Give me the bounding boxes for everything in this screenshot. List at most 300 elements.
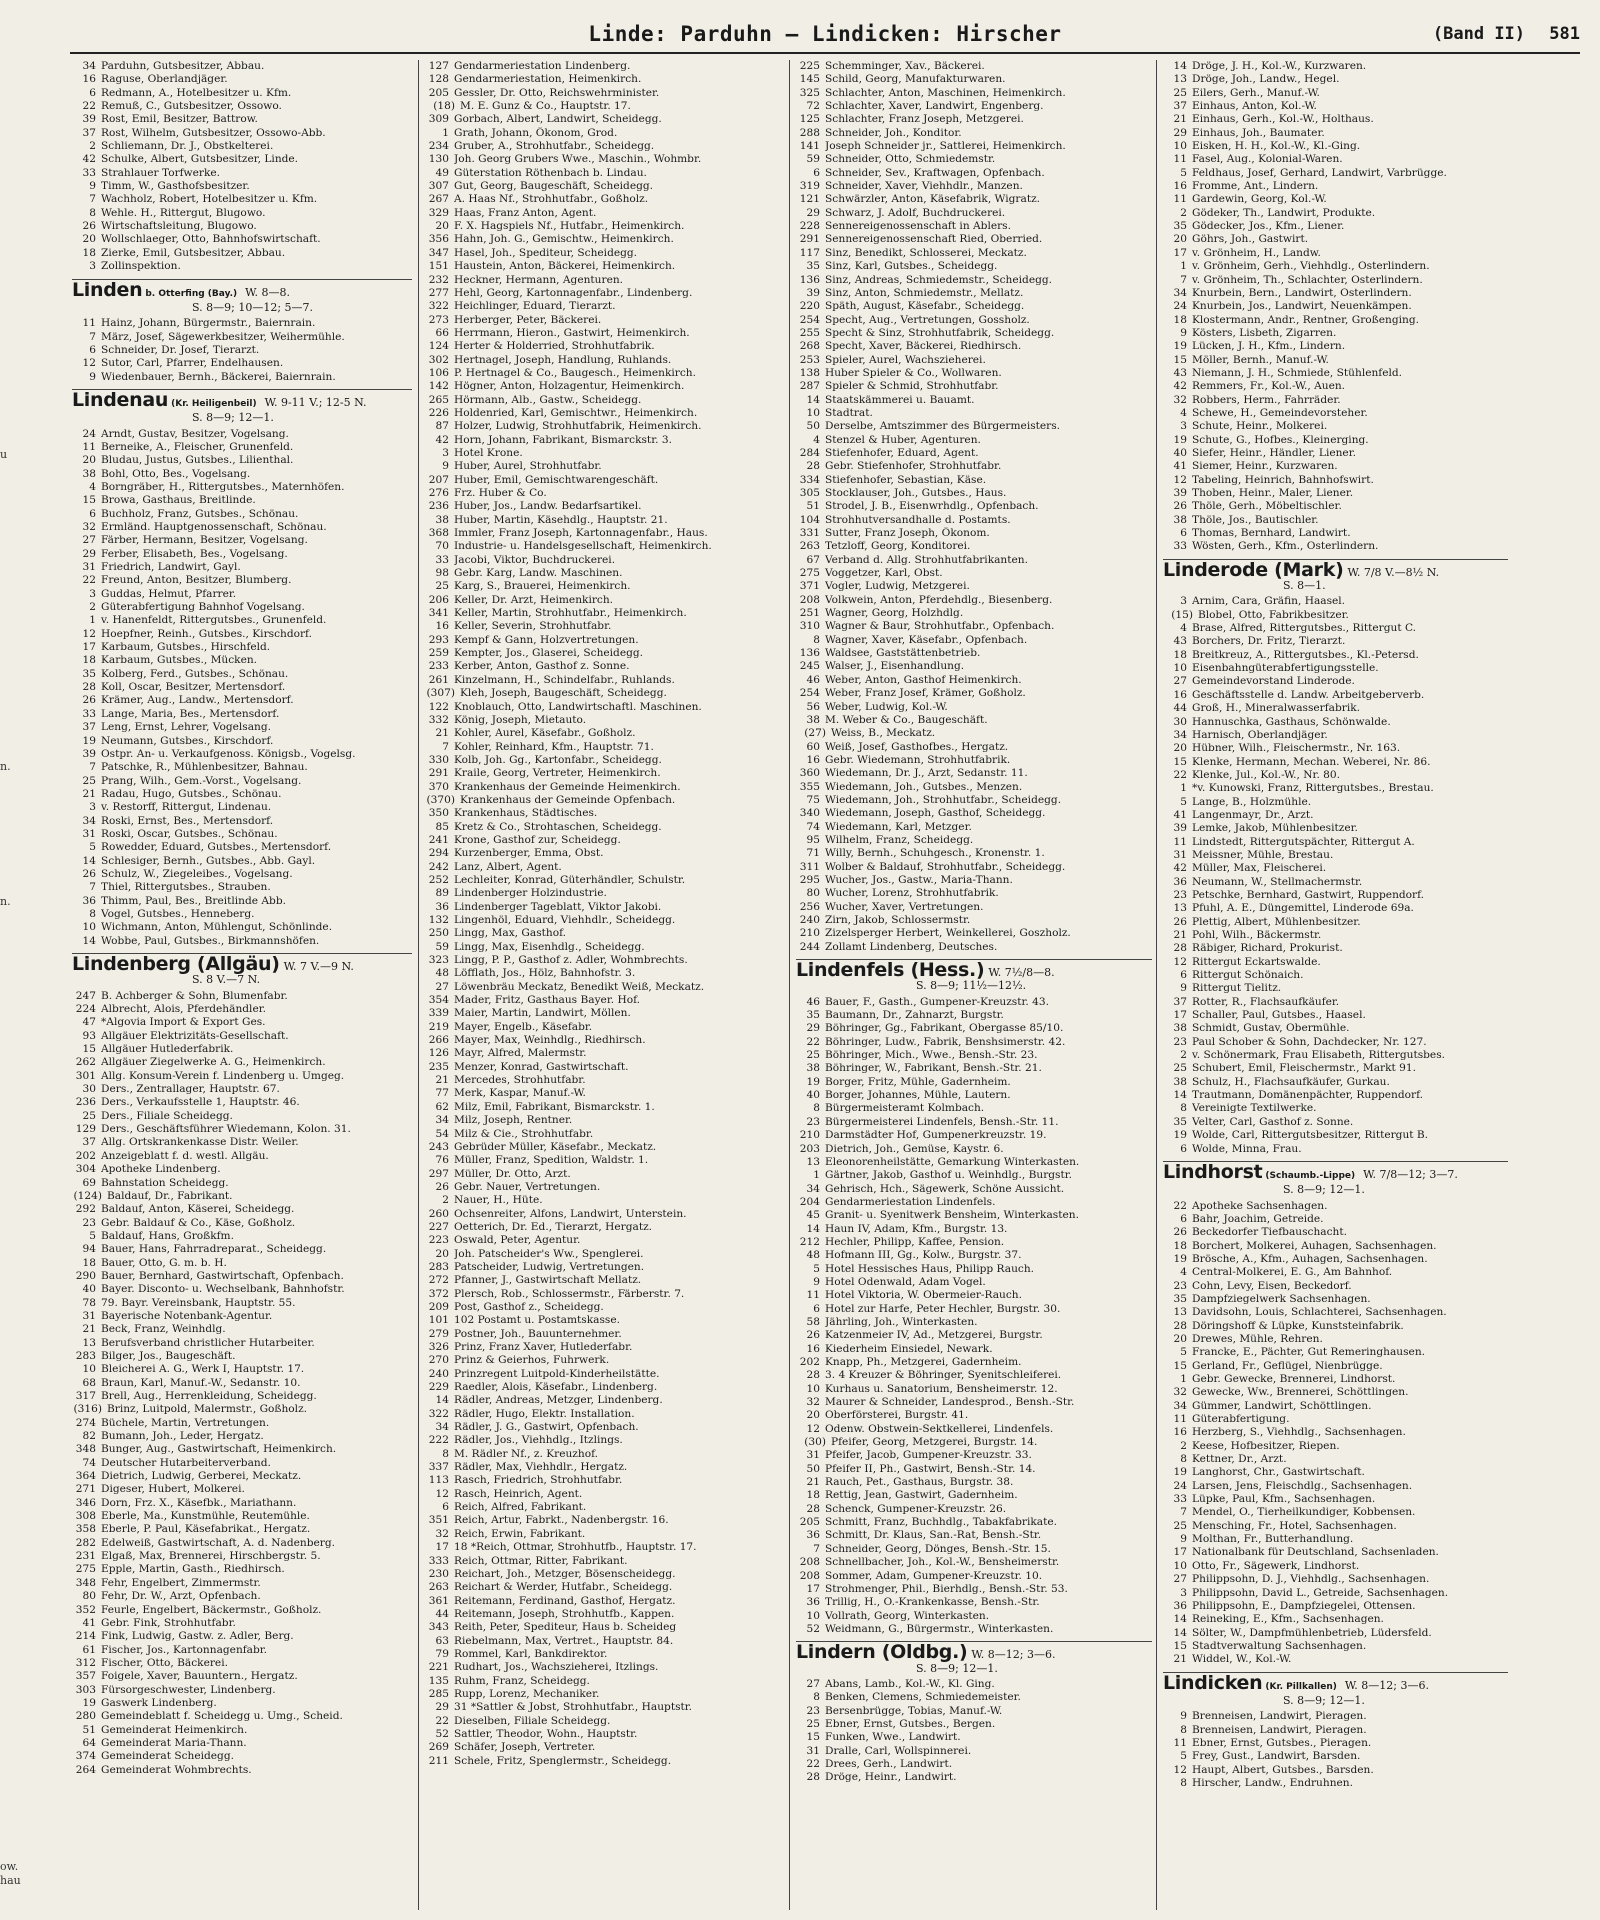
subscriber-name: Frey, Gust., Landwirt, Barsden. (1192, 1750, 1361, 1763)
phone-number: 18 (82, 1256, 96, 1269)
subscriber-name: Francke, E., Pächter, Gut Remeringhausen. (1192, 1346, 1426, 1359)
phone-number: 323 (428, 954, 449, 967)
phone-number: 326 (428, 1341, 449, 1353)
subscriber-name: Baumann, Dr., Zahnarzt, Burgstr. (825, 1009, 1004, 1022)
subscriber-name: Gümmer, Landwirt, Schöttlingen. (1192, 1399, 1372, 1412)
phone-number: 6 (89, 343, 96, 356)
subscriber-name: Hahn, Joh. G., Gemischtw., Heimenkirch. (454, 233, 674, 246)
subscriber-entry (796, 87, 1152, 100)
phone-number: 6 (1180, 1212, 1187, 1225)
phone-number: 224 (75, 1003, 96, 1016)
subscriber-entry (425, 420, 783, 433)
subscriber-name: Wagner & Baur, Strohhutfabr., Opfenbach. (825, 620, 1055, 633)
phone-number: 212 (799, 1235, 820, 1248)
phone-number: 98 (435, 567, 449, 580)
subscriber-name: Thomas, Bernhard, Landwirt. (1192, 527, 1351, 540)
subscriber-name: Digeser, Hubert, Molkerei. (101, 1483, 245, 1496)
phone-number: 236 (428, 500, 449, 513)
phone-number: 25 (82, 774, 96, 787)
subscriber-name: Schneider, Otto, Schmiedemstr. (825, 153, 996, 166)
subscriber-entry (1163, 1022, 1508, 1035)
phone-number: 151 (428, 260, 449, 273)
subscriber-entry (72, 73, 412, 86)
phone-number: 310 (799, 620, 820, 633)
subscriber-entry (425, 634, 783, 647)
subscriber-entry (425, 247, 783, 260)
subscriber-name: Gerland, Fr., Geflügel, Nienbrügge. (1192, 1359, 1383, 1372)
phone-number: 21 (82, 1323, 96, 1336)
subscriber-entry (72, 1657, 412, 1670)
subscriber-entry (425, 941, 783, 954)
phone-number: 341 (428, 607, 449, 620)
subscriber-entry (425, 1034, 783, 1047)
phone-number: 29 (806, 206, 820, 219)
subscriber-name: Wiedemann, Karl, Metzger. (825, 820, 972, 833)
phone-number: 348 (75, 1443, 96, 1456)
phone-number: 352 (75, 1603, 96, 1616)
subscriber-entry (425, 540, 783, 553)
subscriber-name: Krone, Gasthof zur, Scheidegg. (454, 833, 621, 846)
subscriber-entry (425, 300, 783, 313)
phone-number: 317 (75, 1390, 96, 1402)
phone-number: 26 (1173, 1226, 1187, 1239)
subscriber-name: Central-Molkerei, E. G., Am Bahnhof. (1192, 1266, 1393, 1279)
subscriber-entry (72, 855, 412, 868)
phone-number: 308 (75, 1510, 96, 1523)
subscriber-entry (72, 828, 412, 841)
subscriber-entry (1163, 274, 1508, 287)
subscriber-entry (72, 561, 412, 574)
subscriber-name: Wiedenbauer, Bernh., Bäckerei, Baiernrain. (101, 370, 336, 383)
phone-number: 28 (806, 1771, 820, 1784)
subscriber-entry (796, 620, 1152, 633)
phone-number: 14 (82, 854, 96, 867)
subscriber-name: Hofmann III, Gg., Kolw., Burgstr. 37. (825, 1249, 1022, 1262)
subscriber-name: Gebr. Wiedemann, Strohhutfabrik. (825, 753, 1011, 766)
phone-number: 241 (428, 833, 449, 846)
subscriber-name: Rudhart, Jos., Wachszieherei, Itzlings. (454, 1661, 659, 1674)
subscriber-name: v. Restorff, Rittergut, Lindenau. (101, 801, 272, 814)
subscriber-entry (796, 127, 1152, 140)
subscriber-entry (796, 1449, 1152, 1462)
subscriber-name: Herberger, Peter, Bäckerei. (454, 313, 602, 326)
subscriber-entry (72, 1283, 412, 1296)
subscriber-entry (425, 1701, 783, 1714)
phone-number: 28 (1173, 1319, 1187, 1332)
phone-number: 32 (1173, 1386, 1187, 1399)
subscriber-entry (1163, 756, 1508, 769)
subscriber-entry (1163, 1280, 1508, 1293)
phone-number: 223 (428, 1234, 449, 1247)
subscriber-name: Kempter, Jos., Glaserei, Scheidegg. (454, 647, 644, 660)
subscriber-name: Sutor, Carl, Pfarrer, Endelhausen. (101, 357, 284, 370)
phone-number: 9 (442, 460, 449, 473)
phone-number: 44 (1173, 702, 1187, 715)
subscriber-entry (796, 567, 1152, 580)
subscriber-name: Stiefenhofer, Eduard, Agent. (825, 446, 979, 459)
subscriber-name: Sinz, Andreas, Schmiedemstr., Scheidegg. (825, 273, 1053, 286)
phone-number: 33 (1173, 540, 1187, 553)
phone-number: 52 (435, 1727, 449, 1740)
subscriber-name: Wolber & Baldauf, Strohhutfabr., Scheidegg. (825, 860, 1066, 873)
phone-number: 301 (75, 1069, 96, 1082)
phone-number: 31 (806, 1744, 820, 1757)
phone-number: 21 (82, 787, 96, 800)
subscriber-entry (425, 660, 783, 673)
subscriber-name: Lingg, Max, Eisenhdlg., Scheidegg. (454, 940, 645, 953)
phone-number: 35 (1173, 220, 1187, 233)
phone-number: 11 (1173, 153, 1187, 166)
phone-number: 18 (82, 246, 96, 259)
subscriber-entry (72, 468, 412, 481)
column-divider (418, 60, 419, 1910)
subscriber-entry (425, 1101, 783, 1114)
phone-number: 9 (89, 180, 96, 193)
subscriber-name: Böhringer, W., Fabrikant, Bensh.-Str. 21. (825, 1062, 1042, 1075)
subscriber-name: Wösten, Gerh., Kfm., Osterlindern. (1192, 540, 1379, 553)
subscriber-entry (796, 354, 1152, 367)
phone-number: 16 (1173, 1426, 1187, 1439)
subscriber-name: Kurhaus u. Sanatorium, Bensheimerstr. 12. (825, 1382, 1058, 1395)
subscriber-entry (1163, 1373, 1508, 1386)
subscriber-entry (425, 1555, 783, 1568)
subscriber-name: Specht, Aug., Vertretungen, Gossholz. (825, 313, 1030, 326)
subscriber-entry (425, 1368, 783, 1381)
subscriber-name: Wiedemann, Dr. J., Arzt, Sedanstr. 11. (825, 767, 1028, 780)
subscriber-entry (1163, 500, 1508, 513)
subscriber-entry (1163, 1129, 1508, 1142)
subscriber-name: 18 *Reich, Ottmar, Strohhutfb., Hauptstr. 17. (454, 1541, 697, 1554)
phone-number: 33 (82, 166, 96, 179)
subscriber-name: Güterabfertigung. (1192, 1413, 1290, 1426)
subscriber-name: Lange, Maria, Bes., Mertensdorf. (101, 707, 280, 720)
phone-number: 21 (435, 1074, 449, 1087)
subscriber-entry (72, 428, 412, 441)
subscriber-name: Rädler, Andreas, Metzger, Lindenberg. (454, 1394, 663, 1407)
phone-number: 20 (82, 454, 96, 467)
subscriber-name: Maier, Martin, Landwirt, Möllen. (454, 1007, 631, 1020)
subscriber-entry (1163, 87, 1508, 100)
subscriber-entry (425, 1741, 783, 1754)
subscriber-entry (425, 714, 783, 727)
locality-heading (1163, 1160, 1508, 1183)
phone-number: 325 (799, 86, 820, 99)
subscriber-entry (72, 331, 412, 344)
phone-number: 22 (82, 100, 96, 113)
phone-number: 70 (435, 540, 449, 553)
subscriber-name: Huber, Jos., Landw. Bedarfsartikel. (454, 500, 642, 513)
subscriber-entry (796, 1076, 1152, 1089)
subscriber-entry (425, 1021, 783, 1034)
phone-number: 67 (806, 553, 820, 566)
subscriber-name: Strohhutversandhalle d. Postamts. (825, 513, 1011, 526)
phone-number: 23 (82, 1216, 96, 1229)
phone-number: 29 (1173, 126, 1187, 139)
phone-number: 18 (1173, 648, 1187, 661)
phone-number: 214 (75, 1630, 96, 1643)
subscriber-entry (72, 193, 412, 206)
subscriber-name: Philippsohn, David L., Getreide, Sachsenhagen. (1192, 1586, 1449, 1599)
phone-number: 230 (428, 1567, 449, 1580)
subscriber-name: Eisenbahngüterabfertigungsstelle. (1192, 662, 1379, 675)
subscriber-entry (425, 260, 783, 273)
subscriber-name: Browa, Gasthaus, Breitlinde. (101, 494, 256, 507)
subscriber-entry (425, 901, 783, 914)
phone-number: 39 (806, 286, 820, 299)
subscriber-name: Apotheke Sachsenhagen. (1192, 1199, 1328, 1212)
phone-number: 28 (806, 460, 820, 473)
phone-number: 11 (82, 440, 96, 453)
subscriber-name: v. Grönheim, H., Landw. (1192, 246, 1321, 259)
phone-number: 292 (75, 1203, 96, 1216)
subscriber-name: Zizelsperger Herbert, Weinkellerei, Goszholz. (825, 927, 1071, 940)
phone-number: 283 (75, 1349, 96, 1362)
subscriber-entry (796, 60, 1152, 73)
subscriber-name: Lechleiter, Konrad, Güterhändler, Schulstr. (454, 873, 686, 886)
phone-number: 23 (806, 1115, 820, 1128)
subscriber-entry (425, 1261, 783, 1274)
phone-number: 8 (1180, 1723, 1187, 1736)
phone-number: 87 (435, 420, 449, 433)
subscriber-name: Weiß, Josef, Gasthofbes., Hergatz. (825, 740, 1009, 753)
phone-number: 32 (1173, 393, 1187, 406)
subscriber-name: Rädler, J. G., Gastwirt, Opfenbach. (454, 1421, 639, 1434)
phone-number: 130 (428, 153, 449, 166)
subscriber-entry (425, 1381, 783, 1394)
phone-number: 256 (799, 900, 820, 913)
phone-number: 95 (806, 833, 820, 846)
phone-number: 15 (82, 494, 96, 507)
subscriber-name: Grath, Johann, Ökonom, Grod. (454, 126, 618, 139)
phone-number: 19 (1173, 1252, 1187, 1265)
subscriber-entry (796, 741, 1152, 754)
phone-number: 42 (1173, 380, 1187, 393)
subscriber-entry (1163, 1386, 1508, 1399)
subscriber-entry (1163, 514, 1508, 527)
subscriber-name: Krankenhaus der Gemeinde Opfenbach. (460, 793, 676, 806)
subscriber-name: Klenke, Hermann, Mechan. Weberei, Nr. 86. (1192, 755, 1431, 768)
subscriber-entry (425, 1061, 783, 1074)
subscriber-name: Schaller, Paul, Gutsbes., Haasel. (1192, 1009, 1366, 1022)
subscriber-name: Ebner, Ernst, Gutsbes., Bergen. (825, 1717, 996, 1730)
subscriber-name: Schlachter, Anton, Maschinen, Heimenkirch. (825, 86, 1066, 99)
phone-number: 19 (82, 734, 96, 747)
subscriber-name: Joh. Patscheider's Ww., Spenglerei. (454, 1247, 644, 1260)
subscriber-entry (425, 1448, 783, 1461)
subscriber-name: Reitemann, Ferdinand, Gasthof, Hergatz. (454, 1594, 676, 1607)
phone-number: 17 (1173, 1546, 1187, 1559)
subscriber-entry (425, 1087, 783, 1100)
subscriber-entry (1163, 1640, 1508, 1653)
subscriber-entry (72, 1590, 412, 1603)
subscriber-name: Kiederheim Einsiedel, Newark. (825, 1342, 993, 1355)
phone-number: 322 (428, 300, 449, 313)
subscriber-entry (425, 954, 783, 967)
phone-number: 226 (428, 406, 449, 419)
subscriber-name: 79. Bayr. Vereinsbank, Hauptstr. 55. (101, 1296, 296, 1309)
subscriber-name: Mercedes, Strohhutfabr. (454, 1074, 586, 1087)
subscriber-entry (425, 340, 783, 353)
subscriber-entry (796, 420, 1152, 433)
subscriber-entry (1163, 1400, 1508, 1413)
phone-number: 293 (428, 633, 449, 646)
phone-number: 1 (1180, 1373, 1187, 1385)
phone-number: 305 (799, 487, 820, 499)
phone-number: 205 (799, 1516, 820, 1529)
subscriber-name: Knapp, Ph., Metzgerei, Gadernheim. (825, 1356, 1022, 1368)
phone-number: 36 (1173, 875, 1187, 888)
phone-number: 254 (799, 313, 820, 326)
subscriber-name: Pfeifer, Jacob, Gumpener-Kreuzstr. 33. (825, 1449, 1032, 1462)
subscriber-name: Rost, Wilhelm, Gutsbesitzer, Ossowo-Abb. (101, 126, 326, 139)
subscriber-name: Zollamt Lindenberg, Deutsches. (825, 940, 998, 953)
subscriber-name: Gaswerk Lindenberg. (101, 1696, 217, 1709)
subscriber-entry (796, 1543, 1152, 1556)
subscriber-entry (72, 1523, 412, 1536)
subscriber-name: Davidsohn, Louis, Schlachterei, Sachsenhagen. (1192, 1306, 1447, 1319)
subscriber-name: Schneider, Sev., Kraftwagen, Opfenbach. (825, 166, 1045, 179)
subscriber-entry (1163, 420, 1508, 433)
subscriber-entry (425, 434, 783, 447)
subscriber-entry (425, 1301, 783, 1314)
subscriber-name: Milz & Cie., Strohhutfabr. (454, 1127, 594, 1140)
phone-number: 6 (1180, 1142, 1187, 1155)
phone-number: 277 (428, 286, 449, 299)
phone-number: 9 (1180, 1533, 1187, 1546)
subscriber-entry (1163, 982, 1508, 995)
subscriber-name: Rost, Emil, Besitzer, Battrow. (101, 113, 258, 126)
subscriber-name: Baldauf, Anton, Käserei, Scheidegg. (101, 1203, 295, 1216)
subscriber-entry (1163, 1587, 1508, 1600)
phone-number: 360 (799, 767, 820, 780)
phone-number: 23 (1173, 1035, 1187, 1048)
subscriber-name: Keller, Dr. Arzt, Heimenkirch. (454, 593, 614, 606)
subscriber-name: Gemeinderat Heimenkirch. (101, 1723, 248, 1736)
subscriber-name: Wiedemann, Joseph, Gasthof, Scheidegg. (825, 807, 1046, 820)
subscriber-name: Gemeindeblatt f. Scheidegg u. Umg., Scheid. (101, 1710, 343, 1723)
phone-number: 122 (428, 700, 449, 713)
subscriber-entry (796, 1489, 1152, 1502)
subscriber-name: Breitkreuz, A., Rittergutsbes., Kl.-Petersd. (1192, 648, 1419, 661)
phone-number: 39 (1173, 822, 1187, 835)
subscriber-entry (1163, 969, 1508, 982)
subscriber-entry (72, 1457, 412, 1470)
phone-number: 48 (806, 1249, 820, 1262)
phone-number: 35 (1173, 1292, 1187, 1305)
subscriber-name: Dorn, Frz. X., Käsefbk., Mariathann. (101, 1496, 297, 1509)
phone-number: 202 (799, 1356, 820, 1368)
subscriber-entry (72, 614, 412, 627)
phone-number: 16 (806, 1342, 820, 1355)
subscriber-entry (1163, 1200, 1508, 1213)
subscriber-entry (425, 1474, 783, 1487)
phone-number: 7 (813, 1542, 820, 1555)
office-hours-weekday: W. 8—8. (245, 285, 291, 299)
subscriber-name: Jährling, Joh., Winterkasten. (825, 1315, 978, 1328)
phone-number: 49 (435, 166, 449, 179)
subscriber-name: Rasch, Heinrich, Agent. (454, 1487, 583, 1500)
subscriber-name: Oswald, Peter, Agentur. (454, 1234, 581, 1247)
subscriber-name: Schneider, Joh., Konditor. (825, 126, 962, 139)
locality-heading (1163, 558, 1508, 581)
subscriber-entry (796, 233, 1152, 246)
phone-number: 32 (435, 1527, 449, 1540)
phone-number: 37 (82, 1136, 96, 1149)
phone-number: 263 (428, 1581, 449, 1594)
subscriber-entry (425, 1114, 783, 1127)
subscriber-name: Hotel zur Harfe, Peter Hechler, Burgstr. 30. (825, 1302, 1061, 1315)
subscriber-entry (796, 1383, 1152, 1396)
subscriber-entry (425, 1341, 783, 1354)
phone-number: 271 (75, 1483, 96, 1496)
phone-number: 40 (806, 1089, 820, 1102)
phone-number: 43 (1173, 635, 1187, 648)
phone-number: 243 (428, 1140, 449, 1153)
subscriber-entry (72, 990, 412, 1003)
subscriber-entry (72, 1764, 412, 1777)
subscriber-name: Fink, Ludwig, Gastw. z. Adler, Berg. (101, 1630, 294, 1643)
phone-number: 141 (799, 140, 820, 153)
subscriber-name: Sinz, Karl, Gutsbes., Scheidegg. (825, 260, 998, 273)
subscriber-name: Dröge, J. H., Kol.-W., Kurzwaren. (1192, 60, 1367, 72)
phone-number: 38 (806, 713, 820, 726)
locality-heading (796, 959, 1152, 982)
subscriber-entry (796, 1678, 1152, 1691)
phone-number: 8 (89, 907, 96, 920)
phone-number: 60 (806, 740, 820, 753)
subscriber-entry (72, 1417, 412, 1430)
subscriber-name: Herter & Holderried, Strohhutfabrik. (454, 340, 655, 353)
subscriber-name: Leng, Ernst, Lehrer, Vogelsang. (101, 721, 272, 734)
subscriber-entry (425, 1141, 783, 1154)
phone-number: 124 (428, 340, 449, 353)
phone-number: 1 (1180, 782, 1187, 795)
subscriber-entry (72, 548, 412, 561)
subscriber-name: Volkwein, Anton, Pferdehdlg., Biesenberg. (825, 593, 1053, 606)
subscriber-name: Hehl, Georg, Kartonnagenfabr., Lindenberg. (454, 286, 693, 299)
subscriber-entry (425, 1074, 783, 1087)
subscriber-entry (1163, 153, 1508, 166)
locality-district: (Schaumb.-Lippe) (1265, 1170, 1356, 1181)
subscriber-entry (72, 1363, 412, 1376)
subscriber-entry (1163, 1520, 1508, 1533)
phone-number: 9 (89, 370, 96, 383)
phone-number: 47 (82, 1016, 96, 1029)
subscriber-name: Wagner, Xaver, Käsefabr., Opfenbach. (825, 633, 1028, 646)
subscriber-entry (72, 1710, 412, 1723)
subscriber-entry (796, 821, 1152, 834)
subscriber-entry (72, 1430, 412, 1443)
subscriber-name: Otto, Fr., Sägewerk, Lindhorst. (1192, 1559, 1360, 1572)
subscriber-entry (72, 601, 412, 614)
subscriber-name: Merk, Kaspar, Manuf.-W. (454, 1087, 586, 1100)
phone-number: 37 (82, 126, 96, 139)
phone-number: 339 (428, 1007, 449, 1020)
subscriber-name: Sinz, Anton, Schmiedemstr., Mellatz. (825, 286, 1024, 299)
subscriber-name: Gemeinderat Scheidegg. (101, 1750, 234, 1763)
subscriber-name: Eilers, Gerh., Manuf.-W. (1192, 86, 1320, 99)
phone-number: 9 (1180, 1710, 1187, 1723)
subscriber-name: Klenke, Jul., Kol.-W., Nr. 80. (1192, 768, 1341, 781)
subscriber-entry (72, 1070, 412, 1083)
subscriber-name: Thimm, Paul, Bes., Breitlinde Abb. (101, 894, 286, 907)
phone-number: 38 (1173, 1075, 1187, 1088)
subscriber-name: Bauer, Hans, Fahrradreparat., Scheidegg. (101, 1243, 327, 1256)
phone-number: 18 (806, 1489, 820, 1502)
subscriber-name: Berneike, A., Fleischer, Grunenfeld. (101, 440, 294, 453)
subscriber-name: Menzer, Konrad, Gastwirtschaft. (454, 1060, 629, 1073)
column-1 (72, 60, 412, 1910)
